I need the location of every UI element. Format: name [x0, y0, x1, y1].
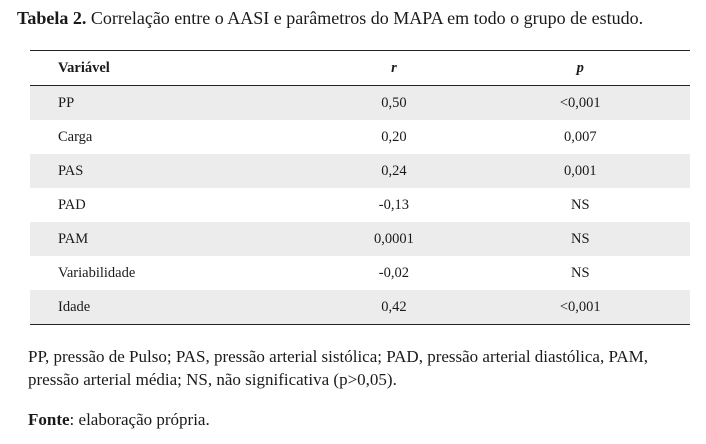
- cell-p: 0,001: [471, 154, 690, 188]
- cell-variavel: PP: [30, 86, 317, 121]
- cell-variavel: Variabilidade: [58, 264, 136, 281]
- cell-variavel: Idade: [30, 290, 317, 325]
- correlation-table: [30, 50, 690, 325]
- table-row: [30, 188, 690, 222]
- table-row: [30, 86, 690, 121]
- source-label: Fonte: [28, 410, 70, 429]
- cell-variavel: PAD: [58, 196, 86, 213]
- cell-p: NS: [571, 264, 590, 281]
- cell-r: 0,24: [317, 154, 470, 188]
- caption-text: Correlação entre o AASI e parâmetros do MAPA em todo o grupo de estudo.: [86, 8, 644, 28]
- cell-variavel: PAM: [30, 222, 317, 256]
- table-row: [30, 222, 690, 256]
- cell-p: 0,007: [563, 128, 597, 145]
- header-r: r: [317, 51, 470, 86]
- header-variavel: Variável: [30, 51, 317, 86]
- cell-r: -0,13: [378, 196, 409, 213]
- source-text: : elaboração própria.: [69, 410, 210, 429]
- cell-variavel: Carga: [58, 128, 93, 145]
- table-header-row: [30, 51, 690, 86]
- table-caption: [17, 8, 643, 29]
- cell-p: NS: [471, 222, 690, 256]
- cell-r: 0,0001: [317, 222, 470, 256]
- cell-r: 0,42: [317, 290, 470, 325]
- table-row: [30, 290, 690, 325]
- caption-label: Tabela 2.: [17, 8, 87, 28]
- cell-variavel: PAS: [30, 154, 317, 188]
- cell-r: -0,02: [378, 264, 409, 281]
- cell-p: <0,001: [471, 290, 690, 325]
- cell-r: 0,20: [381, 128, 407, 145]
- header-p: p: [471, 51, 690, 86]
- table-footnote: PP, pressão de Pulso; PAS, pressão arterial sistólica; PAD, pressão arterial diastólica, PAM, pressão arterial média; NS, não significativa (p>0,05).: [28, 347, 648, 389]
- table-row: [30, 256, 690, 290]
- cell-r: 0,50: [317, 86, 470, 121]
- table-row: [30, 120, 690, 154]
- cell-p: <0,001: [471, 86, 690, 121]
- source-line: [28, 410, 210, 430]
- table-row: [30, 154, 690, 188]
- cell-p: NS: [571, 196, 590, 213]
